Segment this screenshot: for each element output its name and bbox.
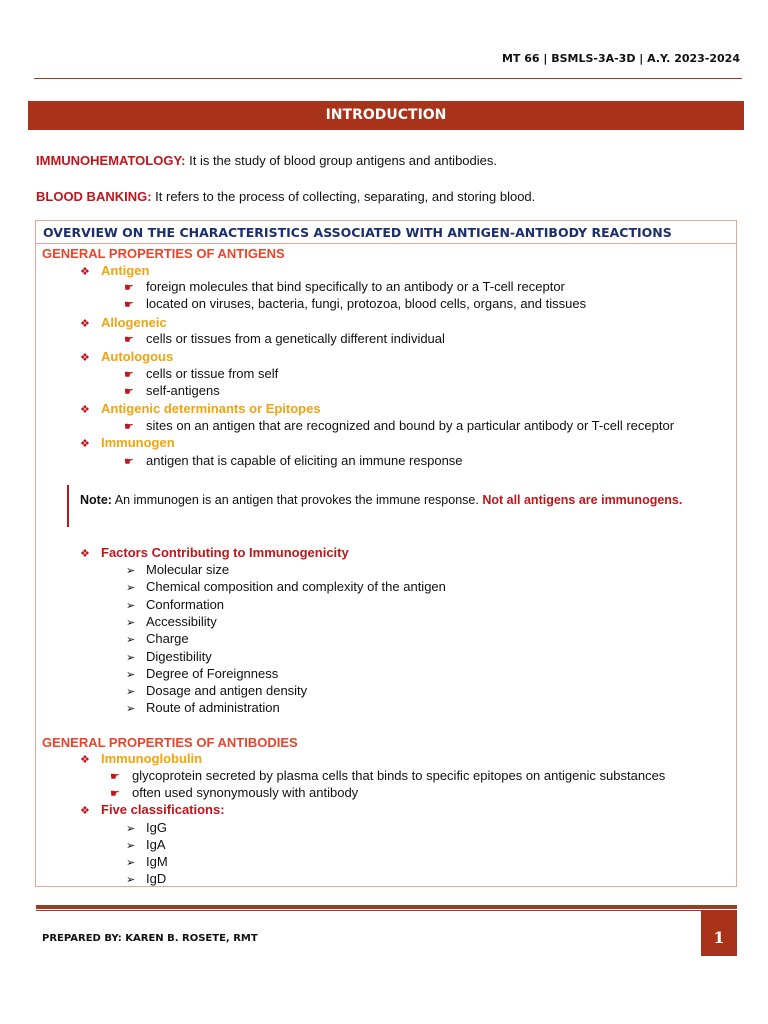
pointing-hand-icon: ☛ — [124, 282, 134, 294]
note-accent-bar — [67, 485, 69, 527]
definition-term: IMMUNOHEMATOLOGY: — [36, 153, 186, 168]
autologous-bullet-2: self-antigens — [146, 383, 220, 398]
pointing-hand-icon: ☛ — [124, 334, 134, 346]
section-banner: INTRODUCTION — [28, 101, 744, 130]
factor-item: Charge — [146, 631, 189, 647]
arrow-bullet-icon: ➢ — [126, 634, 136, 647]
immunogen-bullet-1: antigen that is capable of eliciting an immune response — [146, 453, 463, 468]
term-immunoglobulin: Immunoglobulin — [101, 751, 203, 766]
autologous-bullet-1: cells or tissue from self — [146, 366, 279, 381]
factor-item: Route of administration — [146, 700, 280, 716]
diamond-bullet-icon: ❖ — [80, 352, 90, 364]
pointing-hand-icon: ☛ — [124, 456, 134, 468]
term-epitopes: Antigenic determinants or Epitopes — [101, 401, 321, 416]
arrow-bullet-icon: ➢ — [126, 840, 136, 852]
factor-item: Accessibility — [146, 613, 217, 629]
term-autologous: Autologous — [101, 349, 174, 364]
factor-item: Dosage and antigen density — [146, 683, 308, 699]
antigens-heading: GENERAL PROPERTIES OF ANTIGENS — [42, 246, 285, 261]
pointing-hand-icon: ☛ — [124, 369, 134, 381]
antigen-bullet-1: foreign molecules that bind specifically to an antibody or a T-cell receptor — [146, 279, 565, 294]
antibodies-heading: GENERAL PROPERTIES OF ANTIBODIES — [42, 735, 298, 750]
definition-term: BLOOD BANKING: — [36, 189, 152, 204]
arrow-bullet-icon: ➢ — [126, 686, 136, 699]
allogeneic-bullet-1: cells or tissues from a genetically different individual — [146, 331, 445, 346]
arrow-bullet-icon: ➢ — [126, 668, 136, 681]
term-allogeneic: Allogeneic — [101, 315, 167, 330]
epitopes-bullet-1: sites on an antigen that are recognized and bound by a particular antibody or T-cell receptor — [146, 418, 675, 433]
arrow-bullet-icon: ➢ — [126, 857, 136, 869]
note-text: An immunogen is an antigen that provokes the immune response. — [111, 493, 483, 507]
definition-immunohematology — [36, 153, 497, 168]
arrow-bullet-icon: ➢ — [126, 651, 136, 664]
term-antigen: Antigen — [101, 263, 150, 278]
arrow-bullet-icon: ➢ — [126, 565, 136, 577]
immunoglobulin-bullet-2: often used synonymously with antibody — [132, 785, 359, 800]
factor-item: Degree of Foreignness — [146, 665, 279, 681]
class-item: IgM — [146, 854, 168, 869]
antigen-bullet-2: located on viruses, bacteria, fungi, protozoa, blood cells, organs, and tissues — [146, 296, 587, 311]
note-block — [80, 491, 684, 509]
diamond-bullet-icon: ❖ — [80, 266, 90, 278]
overview-title: OVERVIEW ON THE CHARACTERISTICS ASSOCIATED WITH ANTIGEN-ANTIBODY REACTIONS — [36, 221, 736, 244]
class-item: IgA — [146, 837, 166, 852]
pointing-hand-icon: ☛ — [110, 788, 120, 800]
prepared-by: PREPARED BY: KAREN B. ROSETE, RMT — [42, 933, 258, 944]
note-label: Note: — [80, 493, 112, 507]
diamond-bullet-icon: ❖ — [80, 754, 90, 766]
note-emphasis: Not all antigens are immunogens. — [482, 493, 683, 507]
immunoglobulin-bullet-1: glycoprotein secreted by plasma cells that binds to specific epitopes on antigenic substances — [132, 768, 666, 783]
factor-item: Conformation — [146, 596, 225, 612]
definition-blood-banking — [36, 189, 535, 204]
diamond-bullet-icon: ❖ — [80, 438, 90, 450]
diamond-bullet-icon: ❖ — [80, 318, 90, 330]
pointing-hand-icon: ☛ — [124, 299, 134, 311]
footer-rule — [36, 905, 737, 909]
term-immunogen: Immunogen — [101, 435, 175, 450]
document-header: MT 66 | BSMLS-3A-3D | A.Y. 2023-2024 — [501, 52, 740, 65]
factor-item: Digestibility — [146, 648, 212, 664]
pointing-hand-icon: ☛ — [124, 386, 134, 398]
footer-rule-thin — [36, 910, 737, 911]
arrow-bullet-icon: ➢ — [126, 616, 136, 629]
definition-text: It refers to the process of collecting, separating, and storing blood. — [151, 189, 536, 204]
diamond-bullet-icon: ❖ — [80, 805, 90, 817]
pointing-hand-icon: ☛ — [124, 421, 134, 433]
factors-heading: Factors Contributing to Immunogenicity — [101, 545, 349, 560]
pointing-hand-icon: ☛ — [110, 771, 120, 783]
classifications-heading: Five classifications: — [101, 802, 225, 817]
factor-item: Molecular size — [146, 562, 230, 577]
class-item: IgD — [146, 871, 167, 886]
factor-item: Chemical composition and complexity of the antigen — [146, 579, 446, 595]
class-item: IgG — [146, 820, 167, 835]
header-rule — [34, 78, 742, 79]
arrow-bullet-icon: ➢ — [126, 874, 136, 886]
arrow-bullet-icon: ➢ — [126, 703, 136, 716]
arrow-bullet-icon: ➢ — [126, 599, 136, 612]
arrow-bullet-icon: ➢ — [126, 823, 136, 835]
page-number: 1 — [701, 910, 737, 956]
definition-text: It is the study of blood group antigens and antibodies. — [185, 153, 497, 168]
diamond-bullet-icon: ❖ — [80, 548, 90, 560]
diamond-bullet-icon: ❖ — [80, 404, 90, 416]
arrow-bullet-icon: ➢ — [126, 582, 136, 595]
